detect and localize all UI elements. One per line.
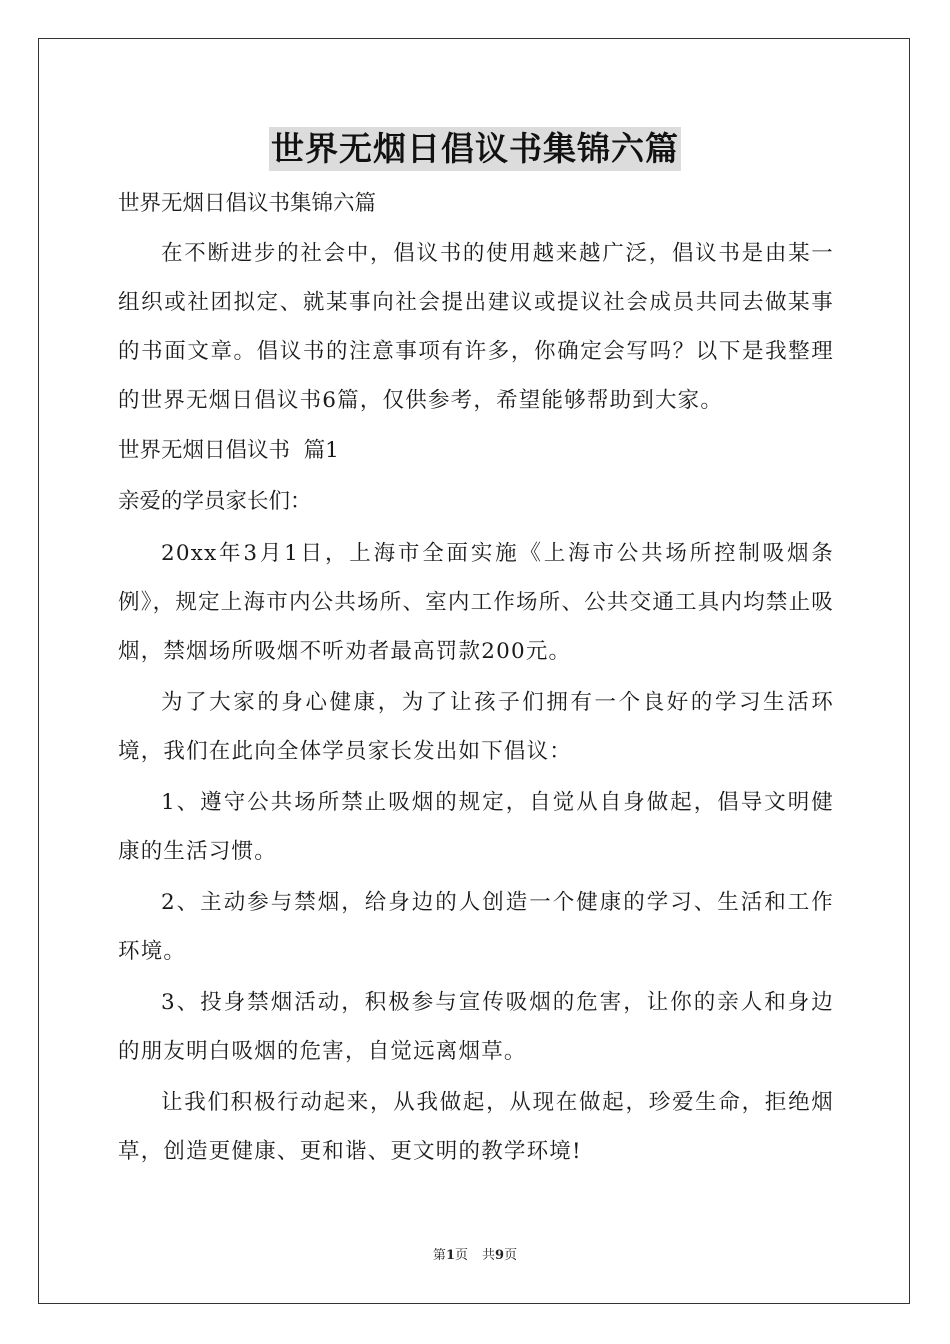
page-total-number: 9 [495, 1248, 505, 1263]
body-paragraph: 20xx年3月1日，上海市全面实施《上海市公共场所控制吸烟条例》，规定上海市内公共场所、室内工作场所、公共交通工具内均禁止吸烟，禁烟场所吸烟不听劝者最高罚款200元。 [118, 541, 834, 664]
document-body [118, 178, 834, 1176]
greeting: 亲爱的学员家长们： [118, 489, 312, 514]
page-current: 1 [445, 1248, 455, 1263]
proposal-item-1: 1、遵守公共场所禁止吸烟的规定，自觉从自身做起，倡导文明健康的生活习惯。 [118, 790, 834, 864]
document-title [0, 127, 950, 171]
total-prefix: 共 [482, 1248, 496, 1263]
closing-paragraph: 让我们积极行动起来，从我做起，从现在做起，珍爱生命，拒绝烟草，创造更健康、更和谐、更文明的教学环境! [118, 1090, 834, 1164]
page-footer [0, 1244, 950, 1263]
section-heading: 世界无烟日倡议书 篇1 [118, 438, 339, 463]
body-paragraph: 为了大家的身心健康，为了让孩子们拥有一个良好的学习生活环境，我们在此向全体学员家长发出如下倡议： [118, 690, 834, 764]
proposal-item-2: 2、主动参与禁烟，给身边的人创造一个健康的学习、生活和工作环境。 [118, 890, 834, 964]
page-suffix: 页 [454, 1248, 468, 1263]
page-number [433, 1248, 468, 1263]
document-subtitle: 世界无烟日倡议书集锦六篇 [118, 191, 377, 216]
total-suffix: 页 [504, 1248, 518, 1263]
page-total [482, 1248, 517, 1263]
proposal-item-3: 3、投身禁烟活动，积极参与宣传吸烟的危害，让你的亲人和身边的朋友明白吸烟的危害，自觉远离烟草。 [118, 990, 834, 1064]
document-title-text: 世界无烟日倡议书集锦六篇 [269, 127, 681, 171]
intro-paragraph: 在不断进步的社会中，倡议书的使用越来越广泛，倡议书是由某一组织或社团拟定、就某事向社会提出建议或提议社会成员共同去做某事的书面文章。倡议书的注意事项有许多，你确定会写吗？以下是我整理的世界无烟日倡议书6篇，仅供参考，希望能够帮助到大家。 [118, 241, 834, 413]
page-prefix: 第 [432, 1248, 446, 1263]
